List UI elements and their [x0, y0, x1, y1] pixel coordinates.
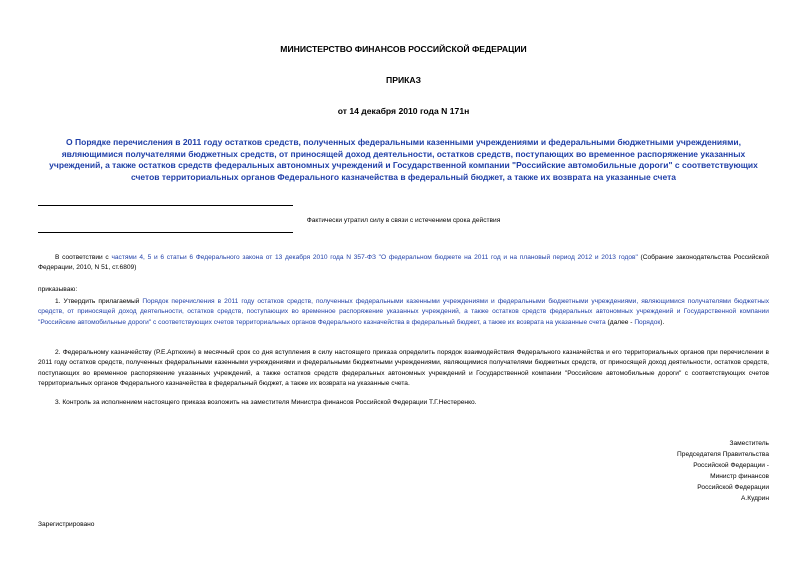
- signature-block: [677, 438, 769, 504]
- item-2: 2. Федеральному казначейству (Р.Е.Артюхин) в месячный срок со дня вступления в силу настоящего приказа определить порядок взаимодействия Федерального казначейства и его территориальных органов при перечислении в 2011 году остатков средств, полученных федеральными казенными учреждениями и федеральными бюджетными учреждениями, являющимися получателями бюджетных средств, от приносящей доход деятельности, остатков средств, поступающих во временное распоряжение указанных учреждений, а также остатков средств федеральных автономных учреждений и Государственной компании "Российские автомобильные дороги" с соответствующих счетов территориальных органов Федерального казначейства в федеральный бюджет, а также их возврата на указанные счета.: [38, 349, 769, 388]
- preamble-paragraph: [38, 253, 769, 274]
- procedure-short-link[interactable]: Порядок: [634, 318, 661, 326]
- signature-line-2: Председателя Правительства: [677, 451, 769, 458]
- signature-line-4: Министр финансов: [710, 473, 769, 480]
- divider-top: [38, 205, 293, 206]
- signature-line-1: Заместитель: [729, 440, 769, 447]
- document-type: ПРИКАЗ: [386, 75, 421, 85]
- item-1-start: 1. Утвердить прилагаемый: [55, 298, 143, 305]
- status-note: Фактически утратил силу в связи с истечением срока действия: [306, 217, 501, 224]
- divider-bottom: [38, 232, 293, 233]
- preamble-text-end: (Собрание законодательства Российской Федерации, 2010, N 51, ст.6809): [38, 254, 769, 272]
- item-1-end: ).: [660, 318, 665, 326]
- order-word: приказываю:: [38, 286, 78, 293]
- subject-link[interactable]: Порядке перечисления в 2011 году остатков средств, полученных федеральными казенными учреждениями и федеральными бюджетными учреждениями, являющимися получателями бюджетных средств, от приносящей доход деятельности, остатков средств, поступающих во временное распоряжение указанных учреждений, а также остатков средств федеральных автономных учреждений и Государственной компании "Российские автомобильные дороги" с соответствующих счетов территориальных органов Федерального казначейства в федеральный бюджет, а также их возврата на указанные счета: [49, 137, 758, 182]
- registered-label: Зарегистрировано: [38, 521, 95, 528]
- signature-line-5: Российской Федерации: [697, 484, 769, 491]
- signature-name: А.Кудрин: [741, 495, 769, 502]
- procedure-link[interactable]: Порядок перечисления в 2011 году остатков средств, полученных федеральными казенными учреждениями и федеральными бюджетными учреждениями, являющимися получателями бюджетных средств, от приносящей доход деятельности, остатков средств, поступающих во временное распоряжение указанных учреждений, а также остатков средств федеральных автономных учреждений и Государственной компании "Российские автомобильные дороги" с соответствующих счетов территориальных органов Федерального казначейства в федеральный бюджет, а также их возврата на указанные счета: [38, 298, 769, 326]
- item-1-middle: (далее -: [605, 318, 635, 326]
- subject-prefix: О: [66, 137, 76, 147]
- document-date-number: от 14 декабря 2010 года N 171н: [337, 106, 470, 116]
- preamble-text-start: В соответствии с: [55, 254, 112, 261]
- document-subject: [38, 137, 769, 183]
- ministry-title: МИНИСТЕРСТВО ФИНАНСОВ РОССИЙСКОЙ ФЕДЕРАЦИИ: [280, 44, 527, 54]
- signature-line-3: Российской Федерации -: [693, 462, 769, 469]
- federal-law-link[interactable]: частями 4, 5 и 6 статьи 6 Федерального закона от 13 декабря 2010 года N 357-ФЗ "О федеральном бюджете на 2011 год и на плановый период 2012 и 2013 годов": [111, 254, 638, 261]
- item-3: 3. Контроль за исполнением настоящего приказа возложить на заместителя Министра финансов Российской Федерации Т.Г.Нестеренко.: [55, 399, 477, 406]
- item-1: [38, 297, 769, 328]
